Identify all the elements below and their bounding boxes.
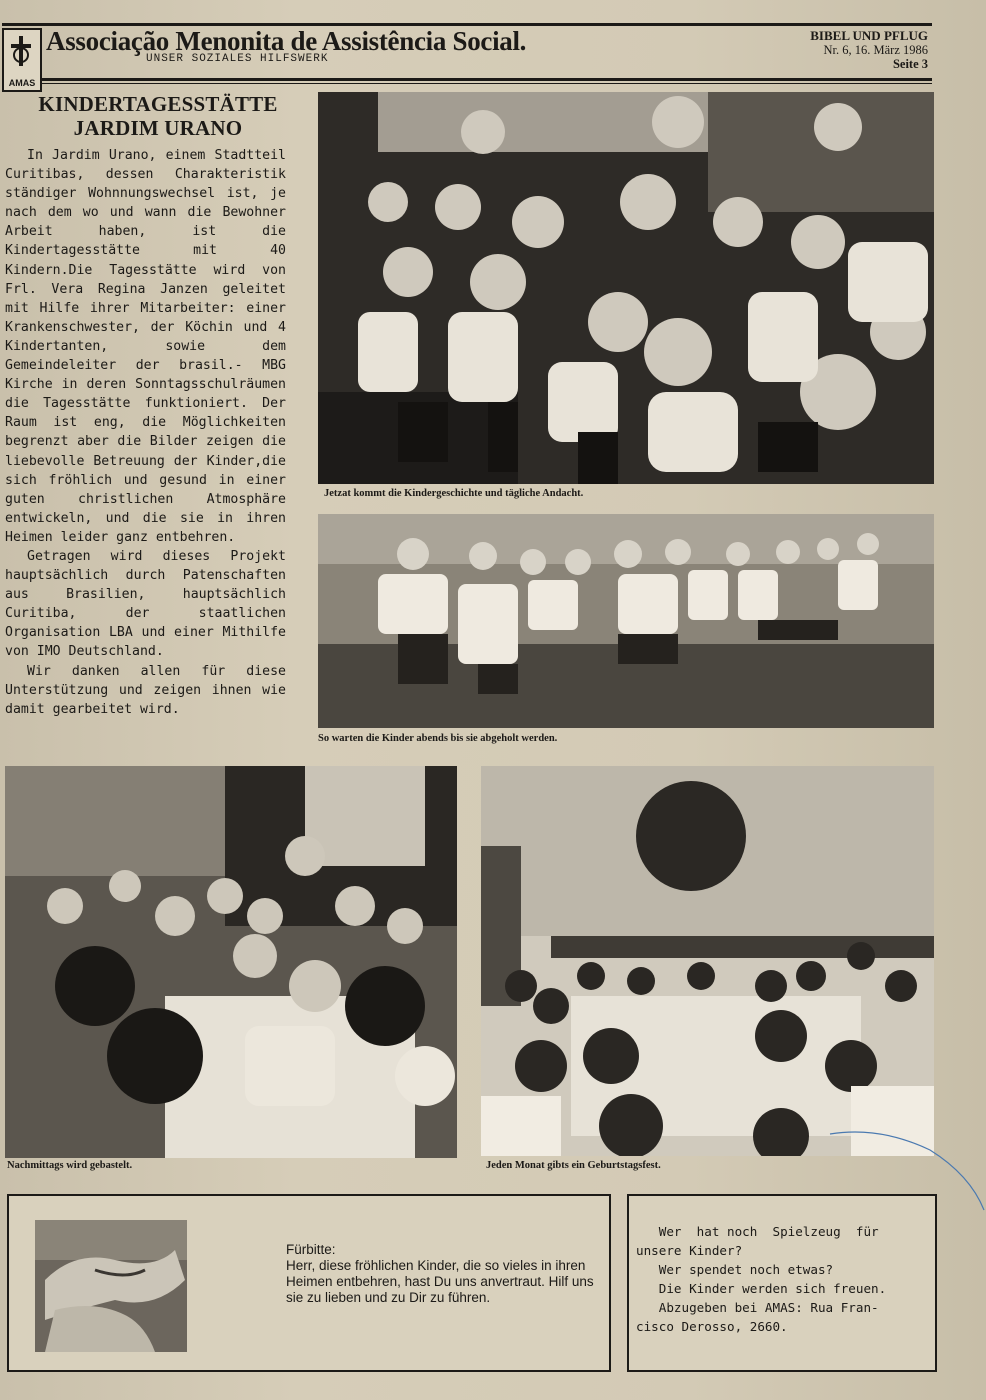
appeal-line-3: Wer spendet noch etwas?	[636, 1262, 834, 1277]
appeal-line-2: unsere Kinder?	[636, 1243, 743, 1258]
organization-name: Associação Menonita de Assistência Social.	[46, 26, 527, 56]
appeal-text	[636, 1222, 930, 1336]
logo-text: AMAS	[8, 78, 36, 88]
prayer-text: Herr, diese fröhlichen Kinder, die so vieles in ihren Heimen entbehren, hast Du uns anvertraut. Hilf uns sie zu lieben und zu Dir zu führen.	[286, 1258, 594, 1305]
photo-2-caption: So warten die Kinder abends bis sie abgeholt werden.	[318, 733, 558, 744]
amas-logo	[2, 28, 42, 92]
appeal-line-4: Die Kinder werden sich freuen.	[636, 1281, 887, 1296]
photo-crafting	[5, 766, 457, 1158]
photo-birthday	[481, 766, 934, 1156]
header-bottom-rule-thin	[40, 83, 932, 84]
headline-line-1: KINDERTAGESSTÄTTE	[38, 92, 278, 116]
publication-info	[810, 29, 928, 71]
article-paragraph-3: Wir danken allen für diese Unterstützung und zeigen ihnen wie damit gearbeitet wird.	[5, 663, 286, 717]
article-paragraph-1: In Jardim Urano, einem Stadtteil Curitibas, dessen Charakteristik ständiger Wohnnungswechsel ist, je nach dem wo und wann die Bewohner Arbeit haben, ist die Kindertagesstätte mit 40 Kindern.Die Tagesstätte wird von Frl. Vera Regina Janzen geleitet mit Hilfe ihrer Mitarbeiter: einer Krankenschwester, der Köchin und 4 Kindertanten, sowie dem Gemeindeleiter der brasil.- MBG Kirche in deren Sonntagsschulräumen die Tagesstätte funktioniert. Der Raum ist eng, die Möglichkeiten begrenzt aber die Bilder zeigen die liebevolle Betreuung der Kinder,die sich fröhlich und gesund in einer guten christlichen Atmosphäre entwickeln, und die sie in ihren Heimen leider ganz entbehren.	[5, 148, 286, 545]
page-number: Seite 3	[892, 57, 928, 71]
photo-story-time	[318, 92, 934, 484]
photo-1-caption: Jetzat kommt die Kindergeschichte und tägliche Andacht.	[324, 488, 584, 499]
appeal-line-6: cisco Derosso, 2660.	[636, 1319, 788, 1334]
article-headline	[12, 92, 304, 140]
photo-4-caption: Jeden Monat gibts ein Geburtstagsfest.	[486, 1160, 661, 1171]
pen-mark	[820, 1120, 986, 1220]
headline-line-2: JARDIM URANO	[73, 116, 243, 140]
photo-3-caption: Nachmittags wird gebastelt.	[7, 1160, 133, 1171]
header-bottom-rule	[40, 78, 932, 81]
appeal-line-5: Abzugeben bei AMAS: Rua Fran-	[636, 1300, 879, 1315]
publication-title: BIBEL UND PFLUG	[810, 28, 928, 43]
cross-heart-icon	[9, 36, 33, 66]
issue-date: Nr. 6, 16. März 1986	[823, 43, 928, 57]
praying-hands-image	[35, 1220, 187, 1352]
organization-subtitle: UNSER SOZIALES HILFSWERK	[146, 53, 329, 65]
article-body	[5, 146, 286, 719]
article-paragraph-2: Getragen wird dieses Projekt hauptsächlich durch Patenschaften aus Brasilien, hauptsächlich Curitiba, der staatlichen Organisation LBA und einer Mithilfe von IMO Deutschland.	[5, 548, 286, 660]
appeal-line-1: Wer hat noch Spielzeug für	[636, 1224, 879, 1239]
photo-waiting-outside	[318, 514, 934, 728]
prayer-title: Fürbitte:	[286, 1242, 336, 1257]
